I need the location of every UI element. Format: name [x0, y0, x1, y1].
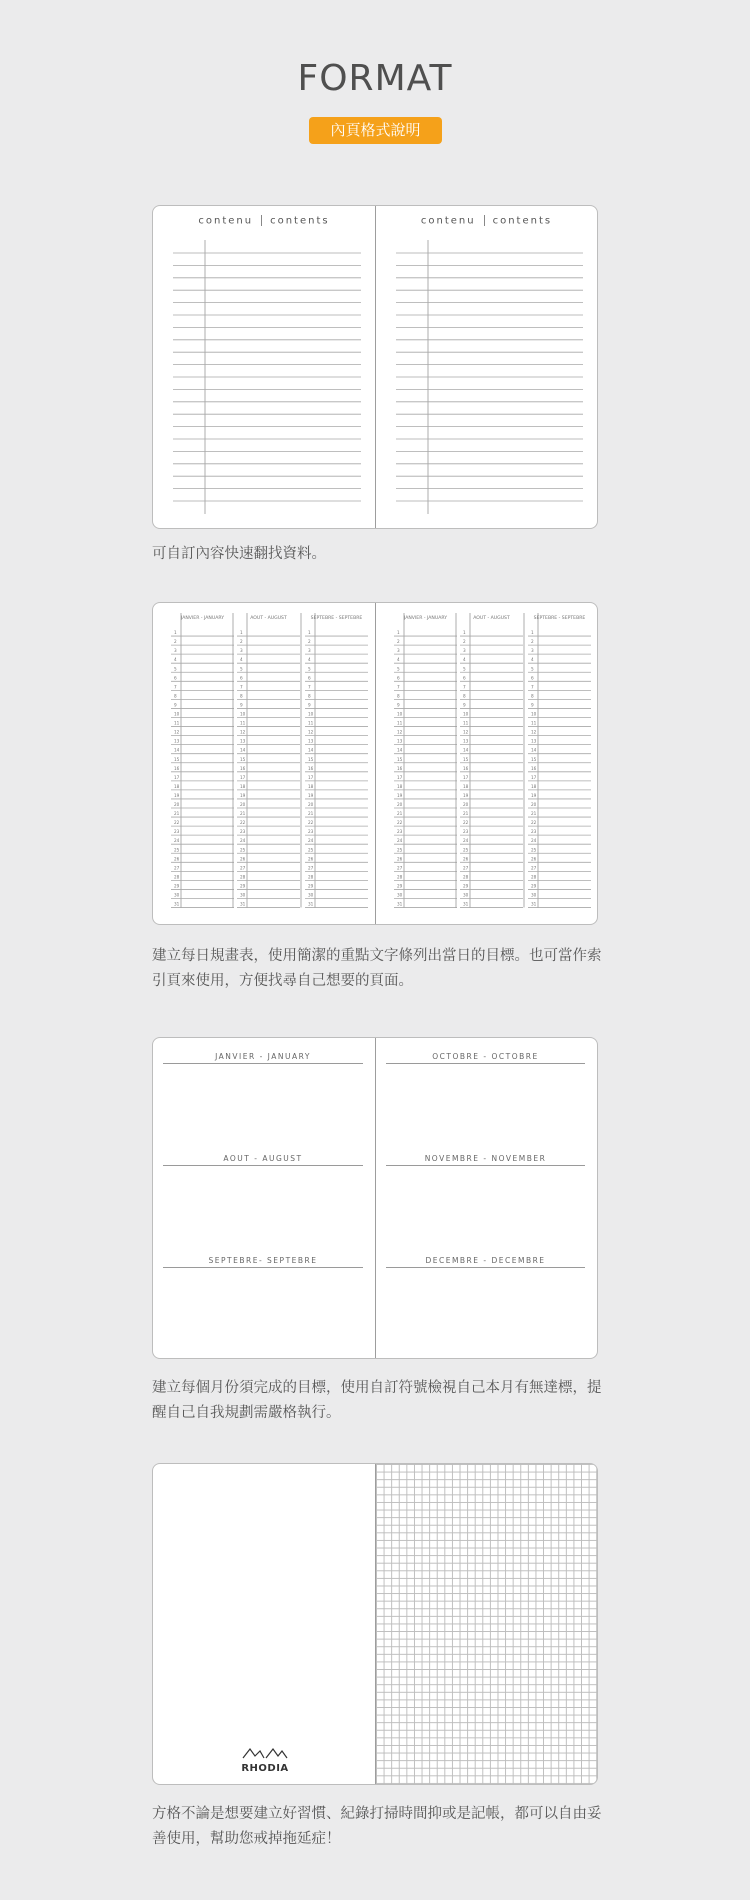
day-number: 6	[240, 675, 243, 681]
day-number: 5	[531, 666, 534, 672]
day-number: 20	[174, 802, 180, 807]
day-number: 15	[463, 756, 469, 762]
day-number: 31	[240, 901, 246, 907]
day-number: 21	[531, 811, 537, 817]
day-number: 5	[397, 666, 400, 672]
day-number: 23	[308, 829, 314, 835]
day-number: 13	[308, 738, 314, 744]
day-number: 13	[174, 738, 180, 744]
rhodia-logo	[240, 1744, 290, 1774]
day-number: 2	[174, 639, 177, 645]
day-number: 23	[397, 829, 403, 835]
month-header: AOUT - AUGUST	[250, 616, 287, 621]
day-number: 17	[174, 774, 180, 780]
month-header: SEPTEBRE - SEPTEBRE	[533, 616, 586, 621]
month-heading: AOUT - AUGUST	[163, 1154, 363, 1166]
day-number: 10	[308, 711, 314, 717]
day-number: 18	[174, 783, 180, 789]
day-number: 29	[240, 883, 246, 889]
day-number: 11	[174, 720, 180, 726]
daily-spread	[152, 602, 598, 925]
day-number: 4	[240, 657, 243, 663]
day-number: 6	[463, 675, 466, 681]
day-number: 27	[308, 865, 314, 871]
day-number: 8	[240, 693, 243, 699]
day-number: 17	[308, 774, 314, 780]
day-number: 18	[531, 783, 537, 789]
day-number: 26	[463, 856, 469, 862]
day-number: 24	[308, 838, 314, 844]
day-number: 20	[240, 802, 246, 807]
format-badge: 內頁格式說明	[309, 117, 442, 144]
month-heading: OCTOBRE - OCTOBRE	[386, 1052, 585, 1064]
day-number: 17	[240, 774, 246, 780]
day-number: 16	[240, 765, 246, 771]
day-number: 18	[463, 783, 469, 789]
day-number: 24	[397, 838, 403, 844]
day-number: 5	[174, 666, 177, 672]
day-number: 29	[174, 883, 180, 889]
day-number: 10	[463, 711, 469, 717]
day-number: 19	[463, 792, 469, 798]
day-number: 1	[240, 630, 243, 636]
day-number: 28	[240, 874, 246, 880]
contents-heading-en: contents	[270, 215, 330, 227]
day-number: 14	[240, 747, 246, 753]
day-number: 29	[397, 883, 403, 889]
day-number: 22	[308, 820, 314, 826]
day-number: 29	[308, 883, 314, 889]
grid-spread	[152, 1463, 598, 1785]
day-number: 12	[240, 729, 246, 735]
contents-ruled-lines	[376, 206, 597, 529]
day-number: 4	[531, 657, 534, 663]
day-number: 22	[463, 820, 469, 826]
day-number: 13	[531, 738, 537, 744]
day-number: 30	[463, 892, 469, 898]
day-number: 28	[463, 874, 469, 880]
day-number: 31	[531, 901, 537, 907]
day-number: 5	[308, 666, 311, 672]
contents-spread	[152, 205, 598, 529]
day-number: 23	[531, 829, 537, 835]
day-number: 9	[174, 702, 177, 708]
day-number: 8	[397, 693, 400, 699]
day-number: 28	[308, 874, 314, 880]
day-number: 4	[397, 657, 400, 663]
day-number: 1	[463, 630, 466, 636]
day-number: 21	[174, 811, 180, 817]
square-grid	[376, 1464, 597, 1784]
contents-heading-en: contents	[492, 215, 553, 227]
day-number: 28	[531, 874, 537, 880]
day-number: 3	[397, 648, 400, 654]
day-number: 13	[463, 738, 469, 744]
day-number: 11	[531, 720, 537, 726]
day-number: 3	[531, 648, 534, 654]
day-number: 8	[531, 693, 534, 699]
month-header: AOUT - AUGUST	[473, 616, 510, 621]
page-title: FORMAT	[297, 58, 453, 99]
day-number: 13	[397, 738, 403, 744]
contents-ruled-lines	[153, 206, 375, 529]
day-number: 7	[308, 684, 311, 690]
month-heading: DECEMBRE - DECEMBRE	[386, 1256, 585, 1268]
day-number: 4	[174, 657, 177, 663]
day-number: 15	[240, 756, 246, 762]
day-number: 28	[174, 874, 180, 880]
daily-caption: 建立每日規畫表，使用簡潔的重點文字條列出當日的目標。也可當作索引頁來使用，方便找尋自己想要的頁面。	[152, 948, 602, 989]
day-number: 24	[240, 838, 246, 844]
day-number: 1	[531, 630, 534, 636]
day-number: 22	[240, 820, 246, 826]
day-number: 14	[463, 747, 469, 753]
day-number: 9	[531, 702, 534, 708]
monthly-page-left	[153, 1038, 375, 1358]
day-number: 6	[174, 675, 177, 681]
day-number: 10	[240, 711, 246, 717]
day-number: 16	[308, 765, 314, 771]
day-number: 14	[174, 747, 180, 753]
day-number: 12	[174, 729, 180, 735]
blank-page	[153, 1464, 375, 1784]
day-number: 7	[463, 684, 466, 690]
day-number: 11	[463, 720, 469, 726]
day-number: 8	[463, 693, 466, 699]
contents-heading-fr: contenu	[198, 215, 254, 227]
day-number: 22	[397, 820, 403, 826]
month-heading: SEPTEBRE- SEPTEBRE	[163, 1256, 363, 1268]
day-number: 14	[531, 747, 537, 753]
day-number: 20	[531, 802, 537, 807]
day-number: 12	[397, 729, 403, 735]
day-number: 7	[397, 684, 400, 690]
day-number: 10	[531, 711, 537, 717]
day-number: 2	[240, 639, 243, 645]
month-heading: JANVIER - JANUARY	[163, 1052, 363, 1064]
contents-caption: 可自訂內容快速翻找資料。	[152, 546, 326, 562]
day-number: 26	[531, 856, 537, 862]
day-number: 19	[397, 792, 403, 798]
day-number: 27	[463, 865, 469, 871]
day-number: 23	[463, 829, 469, 835]
day-number: 9	[308, 702, 311, 708]
day-number: 18	[308, 783, 314, 789]
day-number: 15	[308, 756, 314, 762]
rhodia-mountains-icon	[240, 1747, 290, 1759]
day-number: 22	[531, 820, 537, 826]
day-number: 6	[397, 675, 400, 681]
day-number: 20	[463, 802, 469, 807]
day-number: 25	[531, 847, 537, 853]
day-number: 14	[308, 747, 314, 753]
day-number: 16	[463, 765, 469, 771]
day-number: 18	[397, 783, 403, 789]
day-number: 3	[308, 648, 311, 654]
day-number: 30	[397, 892, 403, 898]
day-number: 22	[174, 820, 180, 826]
day-number: 6	[531, 675, 534, 681]
contents-heading-fr: contenu	[420, 215, 476, 227]
day-number: 7	[174, 684, 177, 690]
day-number: 15	[174, 756, 180, 762]
day-number: 21	[397, 811, 403, 817]
contents-page-left	[153, 206, 375, 528]
day-number: 16	[531, 765, 537, 771]
day-number: 16	[174, 765, 180, 771]
daily-table	[153, 603, 375, 925]
day-number: 13	[240, 738, 246, 744]
day-number: 5	[463, 666, 466, 672]
day-number: 26	[308, 856, 314, 862]
day-number: 7	[531, 684, 534, 690]
day-number: 25	[174, 847, 180, 853]
day-number: 17	[531, 774, 537, 780]
day-number: 3	[240, 648, 243, 654]
day-number: 23	[174, 829, 180, 835]
month-header: SEPTEBRE - SEPTEBRE	[310, 616, 363, 621]
day-number: 28	[397, 874, 403, 880]
day-number: 27	[397, 865, 403, 871]
day-number: 2	[463, 639, 466, 645]
day-number: 6	[308, 675, 311, 681]
day-number: 24	[531, 838, 537, 844]
day-number: 26	[174, 856, 180, 862]
daily-page-right	[376, 603, 597, 924]
monthly-page-right	[376, 1038, 597, 1358]
day-number: 20	[397, 802, 403, 807]
monthly-caption: 建立每個月份須完成的目標，使用自訂符號檢視自己本月有無達標，提醒自己自我規劃需嚴格執行。	[152, 1380, 602, 1421]
day-number: 9	[397, 702, 400, 708]
day-number: 11	[397, 720, 403, 726]
day-number: 31	[463, 901, 469, 907]
day-number: 4	[308, 657, 311, 663]
grid-caption: 方格不論是想要建立好習慣、紀錄打掃時間抑或是記帳，都可以自由妥善使用，幫助您戒掉拖延症！	[152, 1806, 602, 1847]
day-number: 31	[397, 901, 403, 907]
day-number: 29	[463, 883, 469, 889]
day-number: 23	[240, 829, 246, 835]
day-number: 17	[397, 774, 403, 780]
day-number: 2	[397, 639, 400, 645]
day-number: 21	[308, 811, 314, 817]
day-number: 19	[174, 792, 180, 798]
day-number: 25	[463, 847, 469, 853]
day-number: 12	[463, 729, 469, 735]
day-number: 11	[240, 720, 246, 726]
day-number: 15	[531, 756, 537, 762]
day-number: 2	[308, 639, 311, 645]
day-number: 30	[174, 892, 180, 898]
day-number: 12	[531, 729, 537, 735]
day-number: 26	[397, 856, 403, 862]
day-number: 8	[174, 693, 177, 699]
day-number: 19	[308, 792, 314, 798]
day-number: 11	[308, 720, 314, 726]
day-number: 15	[397, 756, 403, 762]
day-number: 7	[240, 684, 243, 690]
day-number: 10	[397, 711, 403, 717]
day-number: 25	[240, 847, 246, 853]
day-number: 3	[174, 648, 177, 654]
day-number: 21	[240, 811, 246, 817]
day-number: 8	[308, 693, 311, 699]
day-number: 2	[531, 639, 534, 645]
day-number: 18	[240, 783, 246, 789]
monthly-spread	[152, 1037, 598, 1359]
day-number: 20	[308, 802, 314, 807]
day-number: 29	[531, 883, 537, 889]
day-number: 19	[240, 792, 246, 798]
day-number: 30	[308, 892, 314, 898]
day-number: 10	[174, 711, 180, 717]
day-number: 30	[240, 892, 246, 898]
day-number: 3	[463, 648, 466, 654]
day-number: 1	[397, 630, 400, 636]
day-number: 27	[174, 865, 180, 871]
day-number: 9	[463, 702, 466, 708]
day-number: 30	[531, 892, 537, 898]
day-number: 12	[308, 729, 314, 735]
day-number: 16	[397, 765, 403, 771]
day-number: 4	[463, 657, 466, 663]
day-number: 19	[531, 792, 537, 798]
month-header: JANVIER - JANUARY	[180, 616, 225, 621]
day-number: 26	[240, 856, 246, 862]
day-number: 27	[531, 865, 537, 871]
day-number: 21	[463, 811, 469, 817]
day-number: 27	[240, 865, 246, 871]
day-number: 1	[174, 630, 177, 636]
day-number: 31	[308, 901, 314, 907]
day-number: 31	[174, 901, 180, 907]
daily-page-left	[153, 603, 375, 924]
day-number: 17	[463, 774, 469, 780]
day-number: 24	[174, 838, 180, 844]
day-number: 14	[397, 747, 403, 753]
day-number: 25	[397, 847, 403, 853]
logo-text: RHODIA	[241, 1763, 289, 1774]
day-number: 5	[240, 666, 243, 672]
day-number: 24	[463, 838, 469, 844]
contents-page-right	[376, 206, 597, 528]
day-number: 25	[308, 847, 314, 853]
month-heading: NOVEMBRE - NOVEMBER	[386, 1154, 585, 1166]
grid-page	[376, 1464, 597, 1784]
month-header: JANVIER - JANUARY	[403, 616, 448, 621]
day-number: 1	[308, 630, 311, 636]
daily-table	[376, 603, 597, 925]
day-number: 9	[240, 702, 243, 708]
